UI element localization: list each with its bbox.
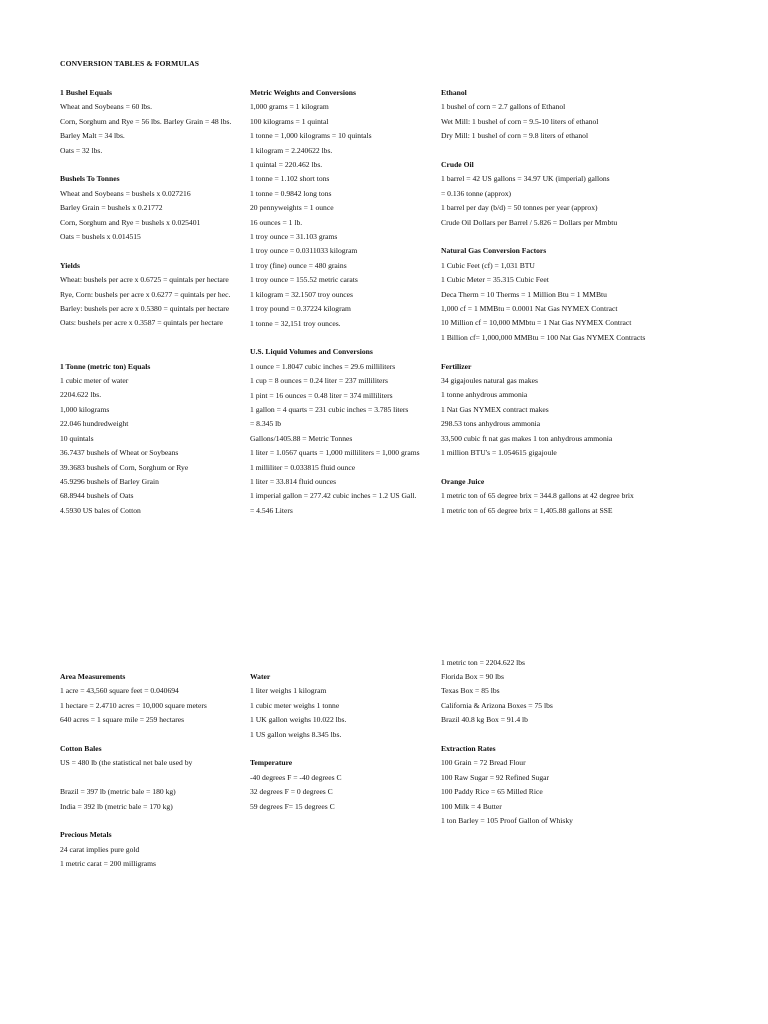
conversion-line: Oats = bushels x 0.014515 xyxy=(60,232,141,242)
conversion-line: 1 gallon = 4 quarts = 231 cubic inches = 3.785 liters xyxy=(250,404,409,414)
conversion-line: Deca Therm = 10 Therms = 1 Million Btu = 1 MMBtu xyxy=(441,289,607,299)
conversion-line: 24 carat implies pure gold xyxy=(60,844,140,854)
conversion-line: Oats: bushels per acre x 0.3587 = quintals per hectare xyxy=(60,318,223,328)
conversion-line: Florida Box = 90 lbs xyxy=(441,672,504,681)
conversion-line: 1 tonne = 1.102 short tons xyxy=(250,174,330,184)
section-heading: 1 Bushel Equals xyxy=(60,88,112,97)
conversion-line: 10 Million cf = 10,000 MMbtu = 1 Nat Gas NYMEX Contract xyxy=(441,318,632,328)
spacer xyxy=(441,461,645,475)
conversion-line: US = 480 lb (the statistical net bale used by xyxy=(60,758,193,768)
conversion-line: 1 Billion cf= 1,000,000 MMBtu = 100 Nat Gas NYMEX Contracts xyxy=(441,332,646,342)
section-column-3-bottom xyxy=(441,670,573,828)
conversion-line: 640 acres = 1 square mile = 259 hectares xyxy=(60,715,185,725)
section-heading: Temperature xyxy=(250,758,293,768)
conversion-line: 1 cubic meter of water xyxy=(60,376,129,386)
conversion-line: 16 ounces = 1 lb. xyxy=(250,217,303,227)
conversion-line: 1 troy (fine) ounce = 480 grains xyxy=(250,260,347,270)
conversion-line: 1 quintal = 220.462 lbs. xyxy=(250,160,323,170)
conversion-line: 1 liter = 33.814 fluid ounces xyxy=(250,476,337,486)
spacer xyxy=(60,331,231,345)
conversion-line: 1 imperial gallon = 277.42 cubic inches = 1.2 US Gall. xyxy=(250,491,417,501)
conversion-line: 20 pennyweights = 1 ounce xyxy=(250,203,334,213)
conversion-line: 100 Raw Sugar = 92 Refined Sugar xyxy=(441,772,550,782)
conversion-line: 1,000 grams = 1 kilogram xyxy=(250,102,329,112)
conversion-line: Barley Grain = bushels x 0.21772 xyxy=(60,203,163,213)
document-title: CONVERSION TABLES & FORMULAS xyxy=(60,59,200,68)
spacer xyxy=(60,345,231,359)
conversion-line: 1 kilogram = 32.1507 troy ounces xyxy=(250,289,353,299)
conversion-line: Corn, Sorghum and Rye = 56 lbs. Barley Grain = 48 lbs. xyxy=(60,116,232,126)
conversion-line: 100 Grain = 72 Bread Flour xyxy=(441,758,526,768)
conversion-line: 1 ounce = 1.8047 cubic inches = 29.6 milliliters xyxy=(250,361,396,371)
spacer xyxy=(441,728,573,742)
conversion-line: 33,500 cubic ft nat gas makes 1 ton anhydrous ammonia xyxy=(441,433,613,443)
conversion-line: Wheat and Soybeans = 60 lbs. xyxy=(60,102,153,112)
conversion-line: 1,000 kilograms xyxy=(60,404,110,414)
conversion-line: 4.5930 US bales of Cotton xyxy=(60,505,141,515)
conversion-line: Brazil = 397 lb (metric bale = 180 kg) xyxy=(60,787,176,797)
section-heading: Ethanol xyxy=(441,88,467,97)
conversion-line: Corn, Sorghum and Rye = bushels x 0.025401 xyxy=(60,217,201,227)
conversion-line: 36.7437 bushels of Wheat or Soybeans xyxy=(60,448,179,458)
conversion-line: 2204.622 lbs. xyxy=(60,390,102,400)
section-column-2-top xyxy=(250,86,420,518)
conversion-line: 1 tonne = 1,000 kilograms = 10 quintals xyxy=(250,131,372,141)
conversion-line: Gallons/1405.88 = Metric Tonnes xyxy=(250,433,353,443)
conversion-line: 1 metric ton = 2204.622 lbs xyxy=(441,658,526,667)
section-heading: Metric Weights and Conversions xyxy=(250,88,356,97)
conversion-line: 1 Nat Gas NYMEX contract makes xyxy=(441,404,549,414)
conversion-line: 10 quintals xyxy=(60,433,94,443)
section-heading: Precious Metals xyxy=(60,830,112,840)
spacer xyxy=(60,771,207,785)
conversion-line: 1 tonne = 32,151 troy ounces. xyxy=(250,318,341,328)
section-heading: Fertilizer xyxy=(441,361,472,371)
spacer xyxy=(441,230,645,244)
conversion-line: 1 US gallon weighs 8.345 lbs. xyxy=(250,729,342,739)
conversion-line: 1 metric ton of 65 degree brix = 1,405.88 gallons at SSE xyxy=(441,505,613,515)
conversion-line: = 0.136 tonne (approx) xyxy=(441,188,512,198)
section-heading: Water xyxy=(250,672,271,681)
conversion-line: Wheat and Soybeans = bushels x 0.027216 xyxy=(60,188,191,198)
conversion-line: 100 Milk = 4 Butter xyxy=(441,801,502,811)
conversion-line: 39.3683 bushels of Corn, Sorghum or Rye xyxy=(60,462,189,472)
conversion-line: California & Arizona Boxes = 75 lbs xyxy=(441,700,553,710)
conversion-line: Crude Oil Dollars per Barrel / 5.826 = Dollars per Mmbtu xyxy=(441,217,618,227)
conversion-line: 1 pint = 16 ounces = 0.48 liter = 374 milliliters xyxy=(250,390,393,400)
conversion-line: 34 gigajoules natural gas makes xyxy=(441,376,539,386)
conversion-line: 1 barrel per day (b/d) = 50 tonnes per year (approx) xyxy=(441,203,598,213)
section-heading: U.S. Liquid Volumes and Conversions xyxy=(250,347,373,357)
section-heading: Natural Gas Conversion Factors xyxy=(441,246,547,256)
spacer xyxy=(250,742,346,756)
conversion-line: 1 troy ounce = 31.103 grams xyxy=(250,232,338,242)
conversion-line: 1 bushel of corn = 2.7 gallons of Ethanol xyxy=(441,102,566,112)
spacer xyxy=(60,814,207,828)
spacer xyxy=(60,244,231,258)
section-heading: Crude Oil xyxy=(441,160,474,170)
conversion-line: 22.046 hundredweight xyxy=(60,419,129,429)
conversion-line: 1 hectare = 2.4710 acres = 10,000 square meters xyxy=(60,700,207,710)
conversion-line: 68.8944 bushels of Oats xyxy=(60,491,134,501)
conversion-line: 100 kilograms = 1 quintal xyxy=(250,116,329,126)
conversion-line: Brazil 40.8 kg Box = 91.4 lb xyxy=(441,715,528,725)
conversion-line: 1 acre = 43,560 square feet = 0.040694 xyxy=(60,686,179,696)
conversion-line: 1 million BTU's = 1.054615 gigajoule xyxy=(441,448,557,458)
conversion-line: 1 kilogram = 2.240622 lbs. xyxy=(250,145,333,155)
conversion-line: 1 troy pound = 0.37224 kilogram xyxy=(250,304,351,314)
conversion-line: 1 troy ounce = 155.52 metric carats xyxy=(250,275,358,285)
section-column-3-top xyxy=(441,86,645,518)
conversion-line: Barley: bushels per acre x 0.5380 = quintals per hectare xyxy=(60,304,230,314)
conversion-line: -40 degrees F = -40 degrees C xyxy=(250,772,342,782)
conversion-line: 1 milliliter = 0.033815 fluid ounce xyxy=(250,462,356,472)
conversion-line: 1 UK gallon weighs 10.022 lbs. xyxy=(250,715,347,725)
conversion-line: 59 degrees F= 15 degrees C xyxy=(250,801,335,811)
conversion-line: 1 metric ton of 65 degree brix = 344.8 gallons at 42 degree brix xyxy=(441,491,634,501)
conversion-line: 1 Cubic Meter = 35.315 Cubic Feet xyxy=(441,275,549,285)
conversion-line: 1 liter = 1.0567 quarts = 1,000 milliliters = 1,000 grams xyxy=(250,448,420,458)
conversion-line: 298.53 tons anhydrous ammonia xyxy=(441,419,541,429)
conversion-line: Dry Mill: 1 bushel of corn = 9.8 liters of ethanol xyxy=(441,131,589,141)
conversion-line: Wheat: bushels per acre x 0.6725 = quintals per hectare xyxy=(60,275,229,285)
spacer xyxy=(441,345,645,359)
spacer xyxy=(250,331,420,345)
conversion-line: Rye, Corn: bushels per acre x 0.6277 = quintals per hec. xyxy=(60,289,231,299)
conversion-line: Oats = 32 lbs. xyxy=(60,145,103,155)
conversion-line: 1 barrel = 42 US gallons = 34.97 UK (imperial) gallons xyxy=(441,174,610,184)
conversion-line: 1 cup = 8 ounces = 0.24 liter = 237 milliliters xyxy=(250,376,388,386)
conversion-line: 1,000 cf = 1 MMBtu = 0.0001 Nat Gas NYMEX Contract xyxy=(441,304,618,314)
section-heading: Area Measurements xyxy=(60,672,126,681)
conversion-line: 1 troy ounce = 0.0311033 kilogram xyxy=(250,246,358,256)
conversion-line: 1 ton Barley = 105 Proof Gallon of Whisky xyxy=(441,816,573,826)
section-heading: 1 Tonne (metric ton) Equals xyxy=(60,361,151,371)
conversion-line: Wet Mill: 1 bushel of corn = 9.5-10 liters of ethanol xyxy=(441,116,599,126)
conversion-line: 1 tonne = 0.9842 long tons xyxy=(250,188,332,198)
conversion-line: India = 392 lb (metric bale = 170 kg) xyxy=(60,801,173,811)
conversion-line: 1 tonne anhydrous ammonia xyxy=(441,390,528,400)
section-heading: Orange Juice xyxy=(441,476,485,486)
conversion-line: 1 liter weighs 1 kilogram xyxy=(250,686,327,696)
section-heading: Cotton Bales xyxy=(60,744,102,754)
conversion-line: 1 metric carat = 200 milligrams xyxy=(60,859,157,869)
conversion-line: = 8.345 lb xyxy=(250,419,282,429)
section-column-1-top xyxy=(60,86,231,518)
section-heading: Extraction Rates xyxy=(441,744,496,754)
conversion-line: 100 Paddy Rice = 65 Milled Rice xyxy=(441,787,543,797)
section-heading: Bushels To Tonnes xyxy=(60,174,120,184)
conversion-line: 32 degrees F = 0 degrees C xyxy=(250,787,333,797)
conversion-line: 45.9296 bushels of Barley Grain xyxy=(60,476,159,486)
section-column-3-bottom-metric-ton xyxy=(441,657,525,669)
spacer xyxy=(60,158,231,172)
conversion-line: Barley Malt = 34 lbs. xyxy=(60,131,125,141)
conversion-line: Texas Box = 85 lbs xyxy=(441,686,500,696)
spacer xyxy=(441,144,645,158)
section-heading: Yields xyxy=(60,260,80,270)
conversion-line: 1 Cubic Feet (cf) = 1,031 BTU xyxy=(441,260,535,270)
spacer xyxy=(60,728,207,742)
section-column-2-bottom xyxy=(250,670,346,814)
section-column-1-bottom xyxy=(60,670,207,872)
conversion-line: = 4.546 Liters xyxy=(250,505,293,515)
conversion-line: 1 cubic meter weighs 1 tonne xyxy=(250,700,340,710)
